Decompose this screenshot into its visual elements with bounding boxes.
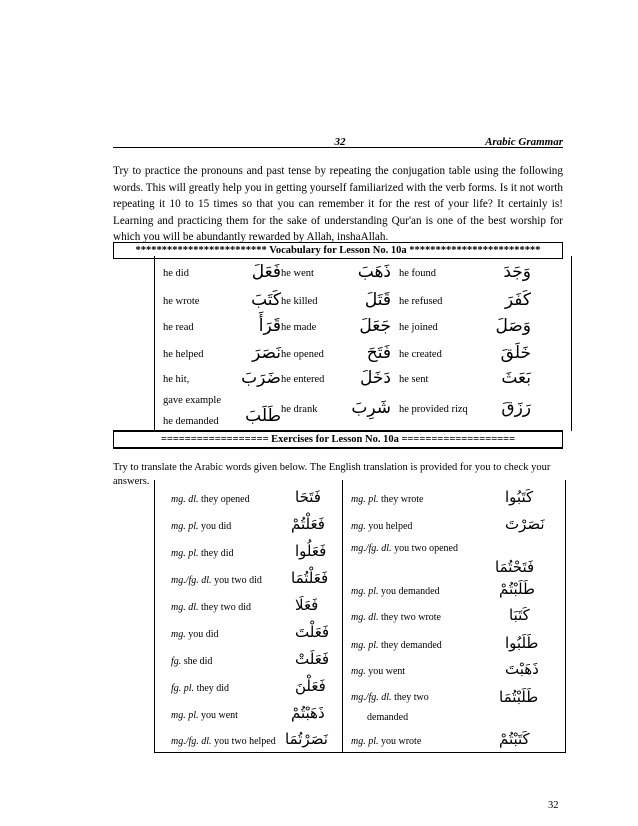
vocab-english: he created xyxy=(399,349,442,360)
vocab-arabic: قَرَأَ xyxy=(258,316,281,336)
vocab-arabic: شَرِبَ xyxy=(351,398,391,418)
exercise-english: mg. you did xyxy=(171,629,219,640)
vocab-arabic: قَتَلَ xyxy=(364,290,391,310)
exercise-table xyxy=(154,480,566,753)
vocab-english: he hit, xyxy=(163,374,190,385)
exercise-arabic: كَتَبْتُمْ xyxy=(499,730,530,748)
vocab-arabic: ضَرَبَ xyxy=(241,368,281,388)
exercise-arabic: كَتَبَا xyxy=(509,606,530,624)
exercise-english: mg. pl. you went xyxy=(171,710,238,721)
vocab-english: he joined xyxy=(399,322,438,333)
vocab-arabic: كَفَرَ xyxy=(504,290,531,310)
exercise-english: mg. you helped xyxy=(351,521,413,532)
vocab-arabic: دَخَلَ xyxy=(360,368,391,388)
exercise-english: mg. pl. they did xyxy=(171,548,234,559)
exercise-english: mg. pl. they wrote xyxy=(351,494,424,505)
exercise-english: mg./fg. dl. you two did xyxy=(171,575,262,586)
vocab-arabic: وَجَدَ xyxy=(503,262,531,282)
vocab-english: he went xyxy=(281,268,314,279)
vocab-arabic: بَعَثَ xyxy=(501,368,531,388)
vocab-english: he opened xyxy=(281,349,324,360)
exercise-arabic: ذَهَبْتُمْ xyxy=(291,704,325,722)
vocab-arabic: طَلَبَ xyxy=(245,406,281,426)
exercise-arabic: طَلَبْتُمْ xyxy=(499,580,535,598)
exercise-english: demanded xyxy=(367,712,409,723)
exercise-arabic: نَصَرْتَ xyxy=(505,515,545,533)
column-divider xyxy=(342,480,343,752)
exercise-english: mg./fg. dl. you two helped xyxy=(171,736,276,747)
vocab-english: he helped xyxy=(163,349,204,360)
exercise-arabic: فَعَلُوا xyxy=(295,542,327,560)
exercise-english: mg. dl. they opened xyxy=(171,494,250,505)
exercise-arabic: فَعَلْتُمَا xyxy=(291,569,329,587)
exercise-arabic: فَعَلَا xyxy=(295,596,319,614)
exercise-arabic: طَلَبْتُمَا xyxy=(499,688,539,706)
vocab-english: he provided rizq xyxy=(399,404,468,415)
exercise-instructions: Try to translate the Arabic words given below. The English translation is provided for you to check your answers. xyxy=(113,462,551,487)
book-title: Arabic Grammar xyxy=(485,136,563,148)
exercise-arabic: كَتَبُوا xyxy=(505,488,534,506)
intro-paragraph: Try to practice the pronouns and past tense by repeating the conjugation table using the following words. This will greatly help you in getting yourself familiarized with the verb forms. Is it not worth repeating it 10 to 15 times so that you can remember it for the rest of your life? It certainly is! Learning and practicing them for the sake of understanding Qur'an is one of the best worship for which you will be abundantly rewarded by Allah, inshaAllah. xyxy=(113,165,563,243)
page-header xyxy=(113,127,563,148)
exercise-english: mg. dl. they two did xyxy=(171,602,251,613)
vocab-english: he read xyxy=(163,322,194,333)
exercise-arabic: نَصَرْتُمَا xyxy=(285,730,328,748)
vocab-english: he drank xyxy=(281,404,318,415)
header-page-number: 32 xyxy=(334,136,346,148)
vocabulary-table xyxy=(154,256,572,431)
exercise-english: fg. pl. they did xyxy=(171,683,230,694)
exercise-english: mg. pl. you did xyxy=(171,521,232,532)
exercise-arabic: فَعَلْنَ xyxy=(295,677,326,695)
exercises-banner: ================== Exercises for Lesson No. 10a =================== xyxy=(113,430,563,449)
exercise-english: mg. dl. they two wrote xyxy=(351,612,441,623)
vocab-english: he wrote xyxy=(163,296,200,307)
vocab-english: gave example xyxy=(163,395,222,406)
vocab-arabic: ذَهَبَ xyxy=(357,262,391,282)
vocab-english: he did xyxy=(163,268,189,279)
vocab-english: he demanded xyxy=(163,416,219,427)
exercise-arabic: طَلَبُوا xyxy=(505,634,539,652)
exercise-english: mg./fg. dl. you two opened xyxy=(351,543,458,554)
vocabulary-banner: ************************* Vocabulary for Lesson No. 10a ************************* xyxy=(113,242,563,259)
exercise-arabic: فَعَلَتْ xyxy=(295,650,330,668)
exercise-arabic: فَتَحْتُمَا xyxy=(495,558,535,576)
vocab-arabic: فَعَلَ xyxy=(251,262,281,282)
vocab-english: he killed xyxy=(281,296,318,307)
exercise-english: mg. pl. they demanded xyxy=(351,640,442,651)
vocab-english: he found xyxy=(399,268,437,279)
exercise-arabic: فَتَحَا xyxy=(295,488,321,506)
vocab-english: he sent xyxy=(399,374,429,385)
vocab-arabic: كَتَبَ xyxy=(251,290,281,310)
exercise-arabic: فَعَلْتُمْ xyxy=(291,515,325,533)
exercise-english: mg./fg. dl. they two xyxy=(351,692,429,703)
vocab-arabic: نَصَرَ xyxy=(252,343,281,363)
vocab-english: he made xyxy=(281,322,317,333)
exercise-english: mg. pl. you wrote xyxy=(351,736,422,747)
vocab-arabic: خَلَقَ xyxy=(500,343,531,363)
vocab-arabic: وَصَلَ xyxy=(495,316,531,336)
exercise-arabic: ذَهَبْتَ xyxy=(505,660,539,678)
exercise-arabic: فَعَلْتَ xyxy=(295,623,330,641)
vocab-english: he entered xyxy=(281,374,325,385)
vocab-english: he refused xyxy=(399,296,443,307)
exercise-english: mg. pl. you demanded xyxy=(351,586,440,597)
vocab-arabic: فَتَحَ xyxy=(366,343,391,363)
footer-page-number: 32 xyxy=(548,800,559,811)
vocab-arabic: جَعَلَ xyxy=(359,316,391,336)
exercise-english: fg. she did xyxy=(171,656,213,667)
exercise-english: mg. you went xyxy=(351,666,406,677)
vocab-arabic: رَزَقَ xyxy=(501,398,531,418)
